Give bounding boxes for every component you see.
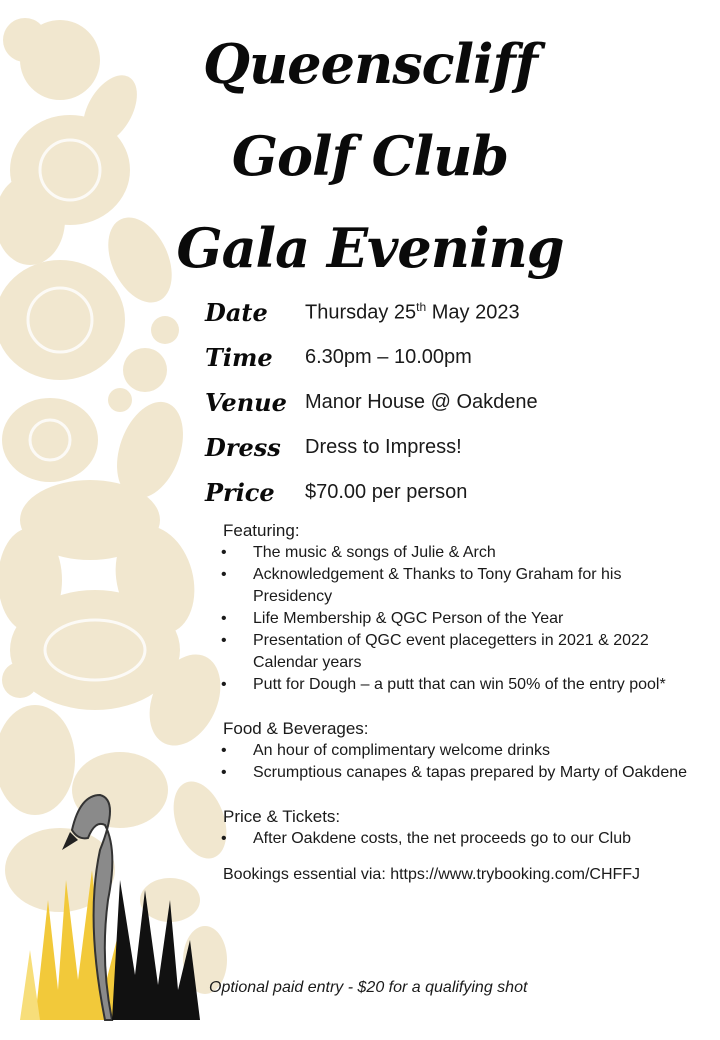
detail-row-date <box>205 290 685 335</box>
event-title <box>150 18 590 294</box>
detail-value: Manor House @ Oakdene <box>305 391 538 413</box>
event-description <box>223 520 693 902</box>
featuring-list <box>223 542 693 696</box>
section-heading-featuring: Featuring: <box>223 521 300 540</box>
event-details <box>205 290 685 515</box>
food-list <box>223 740 693 784</box>
list-item: • The music & songs of Julie & Arch <box>223 542 693 564</box>
detail-value: $70.00 per person <box>305 481 468 503</box>
title-line: Gala Evening <box>176 216 564 280</box>
list-item: • After Oakdene costs, the net proceeds go to our Club <box>223 828 693 850</box>
detail-value: Dress to Impress! <box>305 436 462 458</box>
bookings-link[interactable]: Bookings essential via: https://www.trybooking.com/CHFFJ <box>223 866 641 883</box>
tickets-list <box>223 828 693 850</box>
detail-label: Time <box>205 343 273 372</box>
list-item: • Putt for Dough – a putt that can win 50% of the entry pool* <box>223 674 693 696</box>
detail-label: Date <box>205 298 268 327</box>
list-item: • Scrumptious canapes & tapas prepared by Marty of Oakdene <box>223 762 693 784</box>
detail-value: Thursday 25th May 2023 <box>305 300 520 324</box>
detail-row-venue <box>205 380 685 425</box>
list-item: • Acknowledgement & Thanks to Tony Graham for his Presidency <box>223 564 693 608</box>
section-heading-tickets: Price & Tickets: <box>223 807 341 826</box>
title-line: Queenscliff <box>202 32 538 96</box>
detail-row-dress <box>205 425 685 470</box>
detail-row-time <box>205 335 685 380</box>
detail-label: Venue <box>205 388 287 417</box>
list-item: • Presentation of QGC event placegetters in 2021 & 2022 Calendar years <box>223 630 693 674</box>
detail-value: 6.30pm – 10.00pm <box>305 346 472 368</box>
section-heading-food: Food & Beverages: <box>223 719 369 738</box>
detail-label: Dress <box>205 433 281 462</box>
title-line: Golf Club <box>231 124 509 188</box>
detail-label: Price <box>205 478 275 507</box>
list-item: • An hour of complimentary welcome drinks <box>223 740 693 762</box>
optional-entry-note: Optional paid entry - $20 for a qualifying shot <box>209 979 528 996</box>
list-item: • Life Membership & QGC Person of the Year <box>223 608 693 630</box>
detail-row-price <box>205 470 685 515</box>
